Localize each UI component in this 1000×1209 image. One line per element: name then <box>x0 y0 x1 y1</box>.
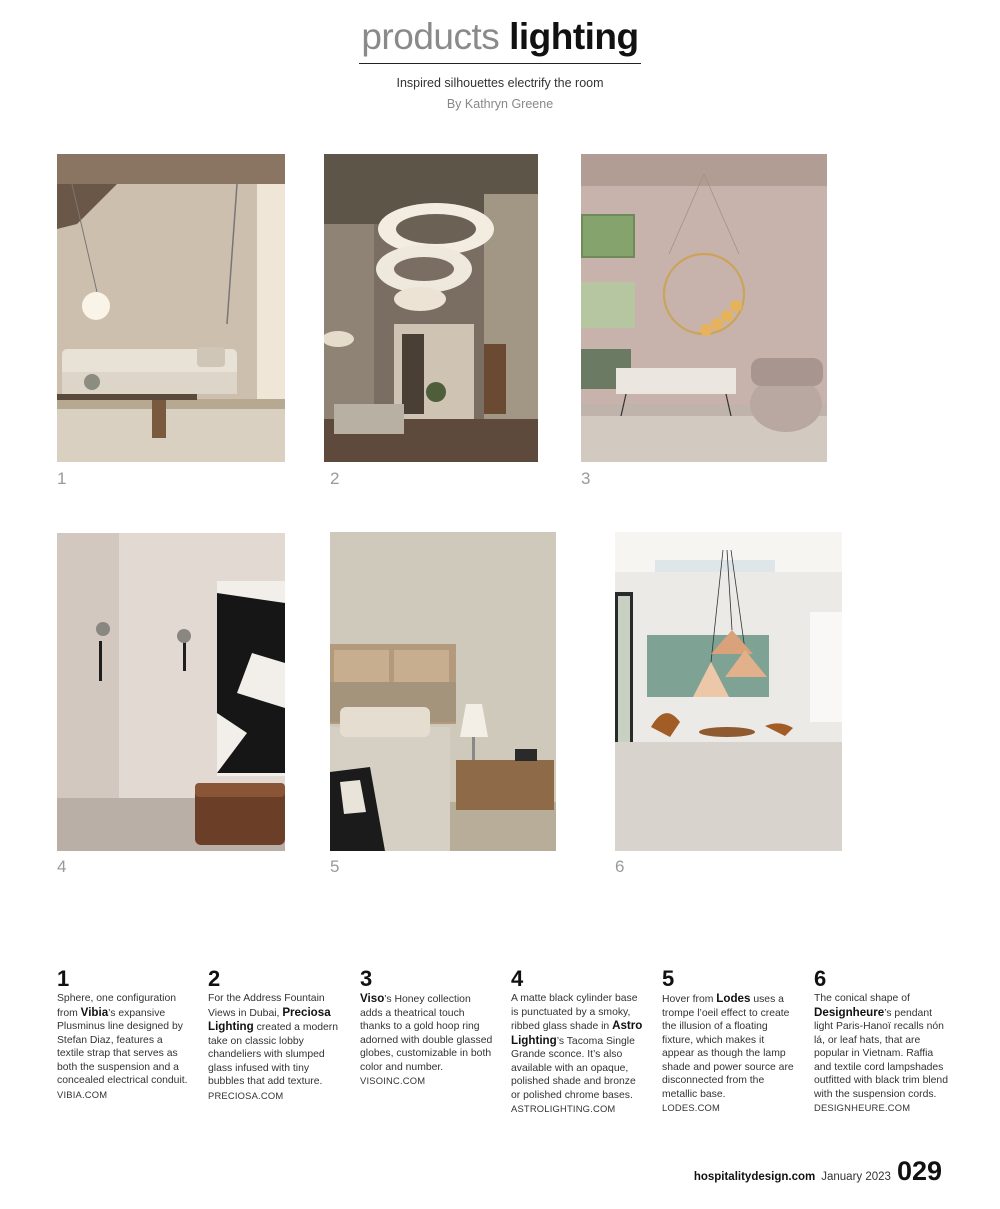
caption-brand: Lodes <box>716 992 751 1005</box>
caption-text: Hover from <box>662 994 717 1005</box>
caption-brand: Preciosa Lighting <box>208 1005 331 1033</box>
caption-brand: Designheure <box>814 1005 885 1019</box>
caption-text: uses a trompe l’oeil effect to create the illusion of a floating fixture, which makes it appear as though the lamp shade and power source are disconnected from the metallic base. <box>662 994 794 1100</box>
photo-4-astro-tacoma <box>57 533 285 851</box>
caption-text: For the Address Fountain Views in Dubai, <box>208 993 325 1019</box>
caption-6 <box>814 968 949 1116</box>
caption-text: ’s pendant light Paris-Hanoï recalls nón lá, or leaf hats, that are popular in Vietnam. Raffia and textile cord lampshades outfitted with black trim blend with the suspension cords. <box>814 1007 948 1100</box>
caption-5 <box>662 968 797 1116</box>
photo-number: 4 <box>57 857 67 876</box>
article-subtitle: Inspired silhouettes electrify the room <box>396 76 604 90</box>
caption-number: 4 <box>511 966 524 991</box>
caption-number: 6 <box>814 966 827 991</box>
caption-text: ’s Honey collection adds a theatrical touch thanks to a gold hoop ring adorned with double glassed globes, customizable in both color and number. <box>360 994 493 1073</box>
photo-6-designheure-paris-hanoi <box>615 532 842 851</box>
footer-site: hospitalitydesign.com <box>693 1171 816 1183</box>
caption-url: LODES.COM <box>662 1102 721 1113</box>
page-number: 029 <box>896 1156 942 1186</box>
caption-url: ASTROLIGHTING.COM <box>511 1103 616 1114</box>
caption-number: 2 <box>208 966 221 991</box>
caption-text: ’s expansive Plusminus line designed by Stefan Diaz, features a textile strap that serves as both the suspension and a concealed electrical conduit. <box>57 1007 188 1086</box>
title-light: products <box>361 16 500 57</box>
caption-number: 1 <box>57 966 70 991</box>
caption-text: Sphere, one configuration from <box>57 993 177 1019</box>
article-header <box>0 14 1000 111</box>
page-footer <box>694 1156 942 1187</box>
caption-text: A matte black cylinder base is punctuated by a smoky, ribbed glass shade in <box>511 993 638 1032</box>
caption-2 <box>208 968 343 1103</box>
photo-2-preciosa-chandelier <box>324 154 538 462</box>
caption-text: The conical shape of <box>814 993 910 1004</box>
caption-text: ’s Tacoma Single Grande sconce. It’s also available with an opaque, polished shade and bronze or polished chrome bases. <box>511 1035 636 1101</box>
photo-number: 1 <box>57 469 67 488</box>
caption-text: created a modern take on classic lobby chandeliers with slumped glass infused with tiny bubbles that add texture. <box>208 1022 339 1087</box>
caption-4 <box>511 968 646 1117</box>
article-byline: By Kathryn Greene <box>446 97 554 111</box>
caption-brand: Vibia <box>80 1005 109 1019</box>
photo-number: 6 <box>615 857 625 876</box>
caption-3 <box>360 968 495 1089</box>
photo-number: 2 <box>330 469 340 488</box>
title-bold: lighting <box>509 16 639 57</box>
footer-date: January 2023 <box>821 1171 891 1183</box>
caption-number: 3 <box>360 966 373 991</box>
caption-1 <box>57 968 192 1102</box>
caption-brand: Viso <box>360 992 385 1005</box>
photo-5-lodes-hover <box>330 532 556 851</box>
caption-url: PRECIOSA.COM <box>208 1089 284 1101</box>
photo-3-viso-honey <box>581 154 827 462</box>
caption-number: 5 <box>662 966 675 991</box>
caption-url: VIBIA.COM <box>57 1088 108 1100</box>
section-title <box>359 14 640 64</box>
photo-number: 3 <box>581 469 591 488</box>
caption-brand: Astro Lighting <box>511 1019 643 1047</box>
caption-url: DESIGNHEURE.COM <box>814 1102 911 1113</box>
photo-number: 5 <box>330 857 340 876</box>
photo-1-vibia-sphere <box>57 154 285 462</box>
caption-url: VISOINC.COM <box>360 1075 426 1086</box>
